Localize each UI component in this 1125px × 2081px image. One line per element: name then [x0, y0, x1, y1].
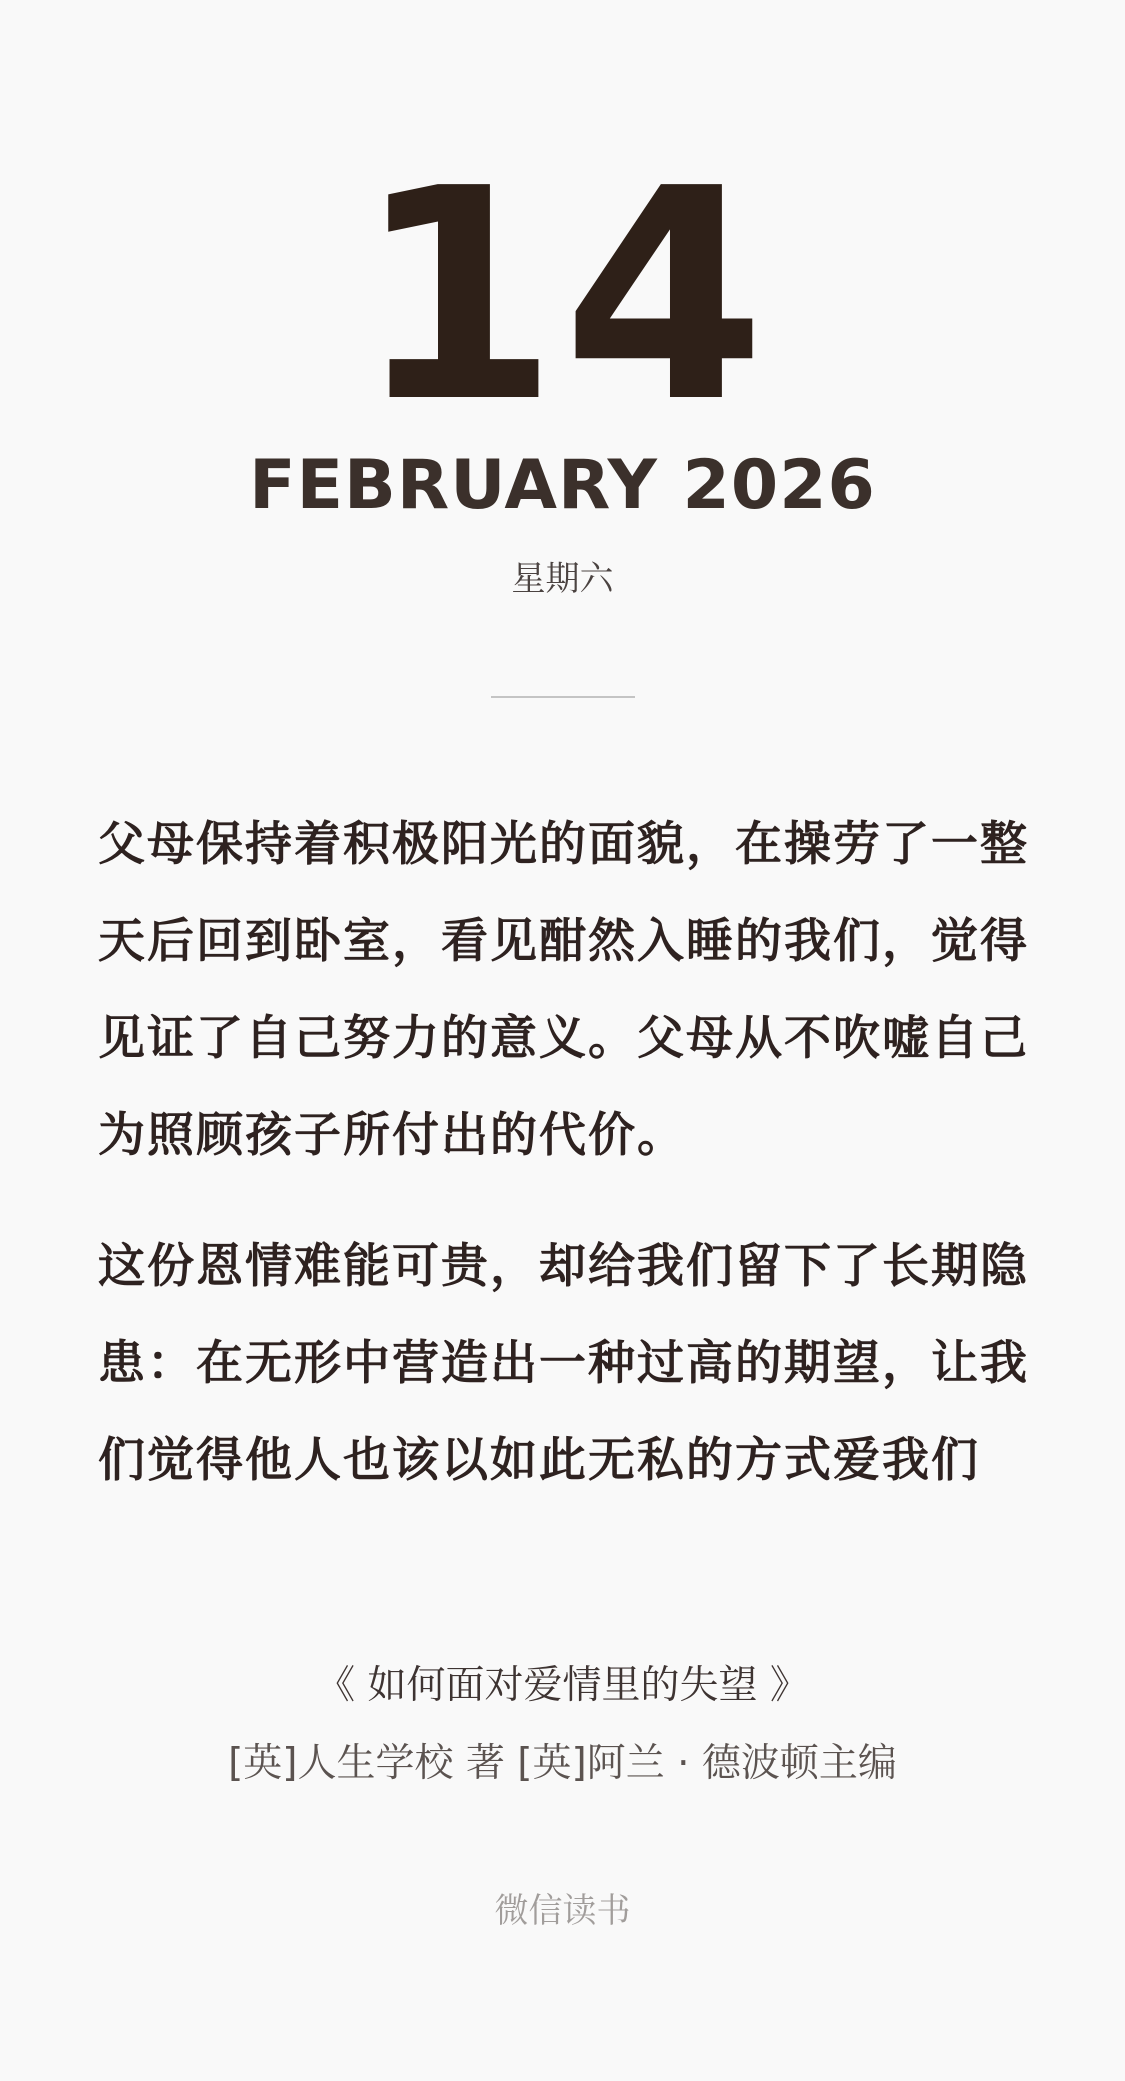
- quote-paragraph-1: [98, 796, 1038, 1184]
- day-number: 14: [355, 126, 770, 466]
- divider: [491, 696, 635, 698]
- book-author: [英]人生学校 著 [英]阿兰 · 德波顿主编: [228, 1741, 897, 1786]
- weekday: 星期六: [511, 559, 614, 599]
- quote-text: 父母保持着积极阳光的面貌，在操劳了一整天后回到卧室，看见酣然入睡的我们，觉得见证了自己努力的意义。父母从不吹嘘自己为照顾孩子所付出的代价。: [98, 817, 1029, 1163]
- quote-paragraph-2: [98, 1218, 1038, 1509]
- quote-text: 这份恩情难能可贵，却给我们留下了长期隐患：在无形中营造出一种过高的期望，让我们觉得他人也该以如此无私的方式爱我们: [98, 1239, 1029, 1488]
- app-brand: 微信读书: [494, 1891, 631, 1931]
- month-year: FEBRUARY 2026: [249, 446, 876, 525]
- book-title[interactable]: 《 如何面对爱情里的失望 》: [316, 1663, 809, 1708]
